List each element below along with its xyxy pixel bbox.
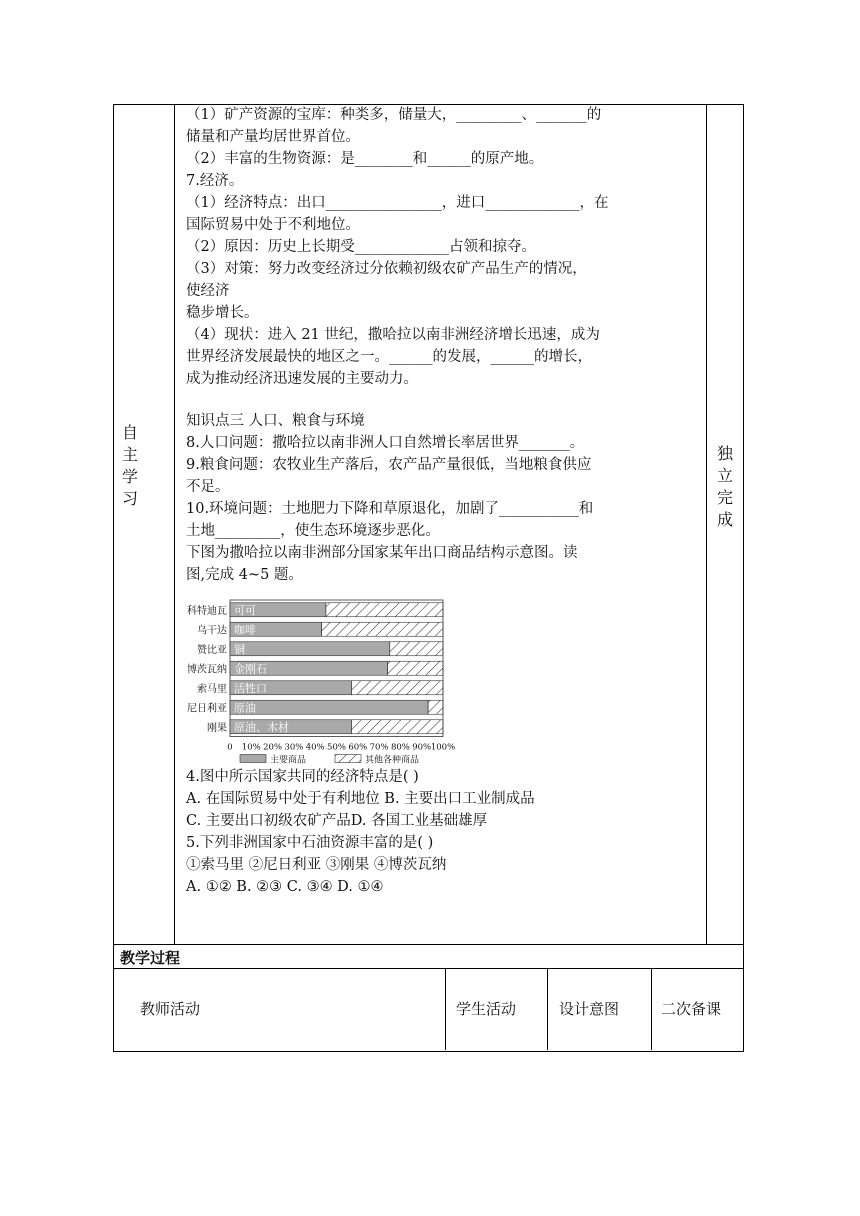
bar-main-goods <box>230 642 390 656</box>
question-4-options-cd: C. 主要出口初级农矿产品D. 各国工业基础雄厚 <box>186 813 488 829</box>
question-5: 5.下列非洲国家中石油资源丰富的是( ) <box>186 835 434 851</box>
category-label: 乌干达 <box>197 625 227 637</box>
text-line: （3）对策：努力改变经济过分依赖初级农矿产品生产的情况， <box>186 261 587 277</box>
x-tick-label: 40% <box>305 742 325 753</box>
independent-label: 独立完成 <box>716 444 733 529</box>
x-tick-label: 80% <box>390 742 410 753</box>
divider-process-header <box>113 968 743 969</box>
bar-other-goods <box>326 603 443 617</box>
bar-other-goods <box>322 622 443 636</box>
text-line: （1）经济特点：出口________________，进口_____________，在 <box>186 195 609 211</box>
x-tick-label: 90% <box>412 742 432 753</box>
text-line: （2）原因：历史上长期受_____________占领和掠夺。 <box>186 239 536 255</box>
legend-label-other: 其他各种商品 <box>365 755 420 766</box>
bar-other-goods <box>388 661 443 675</box>
x-tick-label: 60% <box>348 742 368 753</box>
text-line: 8.人口问题：撒哈拉以南非洲人口自然增长率居世界_______。 <box>186 435 585 451</box>
bar-label: 咖啡 <box>234 623 256 637</box>
text-line: 7.经济。 <box>186 173 244 189</box>
text-line: 不足。 <box>186 479 230 495</box>
divider-process-col1 <box>445 968 446 1050</box>
question-5-items: ①索马里 ②尼日利亚 ③刚果 ④博茨瓦纳 <box>186 857 447 873</box>
x-tick-label: 20% <box>263 742 283 753</box>
bar-label: 可可 <box>234 603 256 617</box>
x-tick-label: 30% <box>284 742 304 753</box>
teaching-process-title: 教学过程 <box>120 949 181 967</box>
question-5-options: A. ①② B. ②③ C. ③④ D. ①④ <box>186 879 384 895</box>
divider-right-col <box>706 104 707 944</box>
header-teacher-activity: 教师活动 <box>140 1000 201 1018</box>
x-tick-label: 10% <box>241 742 261 753</box>
bar-label: 原油 <box>234 701 256 715</box>
text-line: 稳步增长。 <box>186 305 259 321</box>
text-line: 储量和产量均居世界首位。 <box>186 129 360 145</box>
bar-other-goods <box>351 720 443 734</box>
category-label: 刚果 <box>207 722 227 734</box>
text-line: 9.粮食问题：农牧业生产落后，农产品产量很低，当地粮食供应 <box>186 457 592 473</box>
category-label: 赞比亚 <box>197 644 227 656</box>
legend-swatch-main <box>240 755 266 763</box>
header-second-prep: 二次备课 <box>661 1000 722 1018</box>
x-tick-label: 100% <box>430 742 456 753</box>
bar-label: 铜 <box>234 642 245 656</box>
header-student-activity: 学生活动 <box>456 1000 517 1018</box>
study-content <box>186 104 702 586</box>
text-line: （2）丰富的生物资源：是________和______的原产地。 <box>186 151 544 167</box>
category-label: 科特迪瓦 <box>187 605 227 617</box>
legend-swatch-other <box>335 755 361 763</box>
category-label: 博茨瓦纳 <box>187 664 227 676</box>
divider-process-top <box>113 944 743 945</box>
text-line: 国际贸易中处于不利地位。 <box>186 217 360 233</box>
bar-main-goods <box>230 700 428 714</box>
x-tick-label: 0 <box>227 742 233 753</box>
self-study-label: 自主学习 <box>121 423 138 508</box>
bar-other-goods <box>351 681 443 695</box>
text-line: 10.环境问题：土地肥力下降和草原退化，加剧了___________和 <box>186 501 594 517</box>
section-heading: 知识点三 人口、粮食与环境 <box>186 413 365 429</box>
bar-label: 金刚石 <box>234 662 267 676</box>
text-line: 下图为撒哈拉以南非洲部分国家某年出口商品结构示意图。读 <box>186 545 578 561</box>
text-line: 图,完成 4~5 题。 <box>186 567 303 583</box>
header-design-intent: 设计意图 <box>559 1000 620 1018</box>
bar-label: 原油、木材 <box>234 720 289 734</box>
x-tick-label: 70% <box>369 742 389 753</box>
category-label: 尼日利亚 <box>187 703 227 715</box>
text-line: 土地_________，使生态环境逐步恶化。 <box>186 523 440 539</box>
question-4-options-ab: A. 在国际贸易中处于有利地位 B. 主要出口工业制成品 <box>186 791 535 807</box>
text-line: （1）矿产资源的宝库：种类多，储量大，_________、_______的 <box>186 107 602 123</box>
text-line: 使经济 <box>186 283 230 299</box>
bar-other-goods <box>428 700 443 714</box>
export-structure-chart <box>178 596 478 768</box>
text-line: 成为推动经济迅速发展的主要动力。 <box>186 371 418 387</box>
legend-label-main: 主要商品 <box>270 755 307 766</box>
questions <box>186 766 702 898</box>
blank-line <box>186 390 702 410</box>
question-4: 4.图中所示国家共同的经济特点是( ) <box>186 769 419 785</box>
divider-process-col3 <box>651 968 652 1050</box>
bar-label: 活牲口 <box>234 681 267 695</box>
x-tick-label: 50% <box>327 742 346 753</box>
bar-other-goods <box>390 642 443 656</box>
divider-process-col2 <box>547 968 548 1050</box>
text-line: （4）现状：进入 21 世纪，撒哈拉以南非洲经济增长迅速，成为 <box>186 327 600 343</box>
text-line: 世界经济发展最快的地区之一。______的发展，______的增长， <box>186 349 592 365</box>
divider-left-col <box>174 104 175 944</box>
category-label: 索马里 <box>197 683 227 695</box>
